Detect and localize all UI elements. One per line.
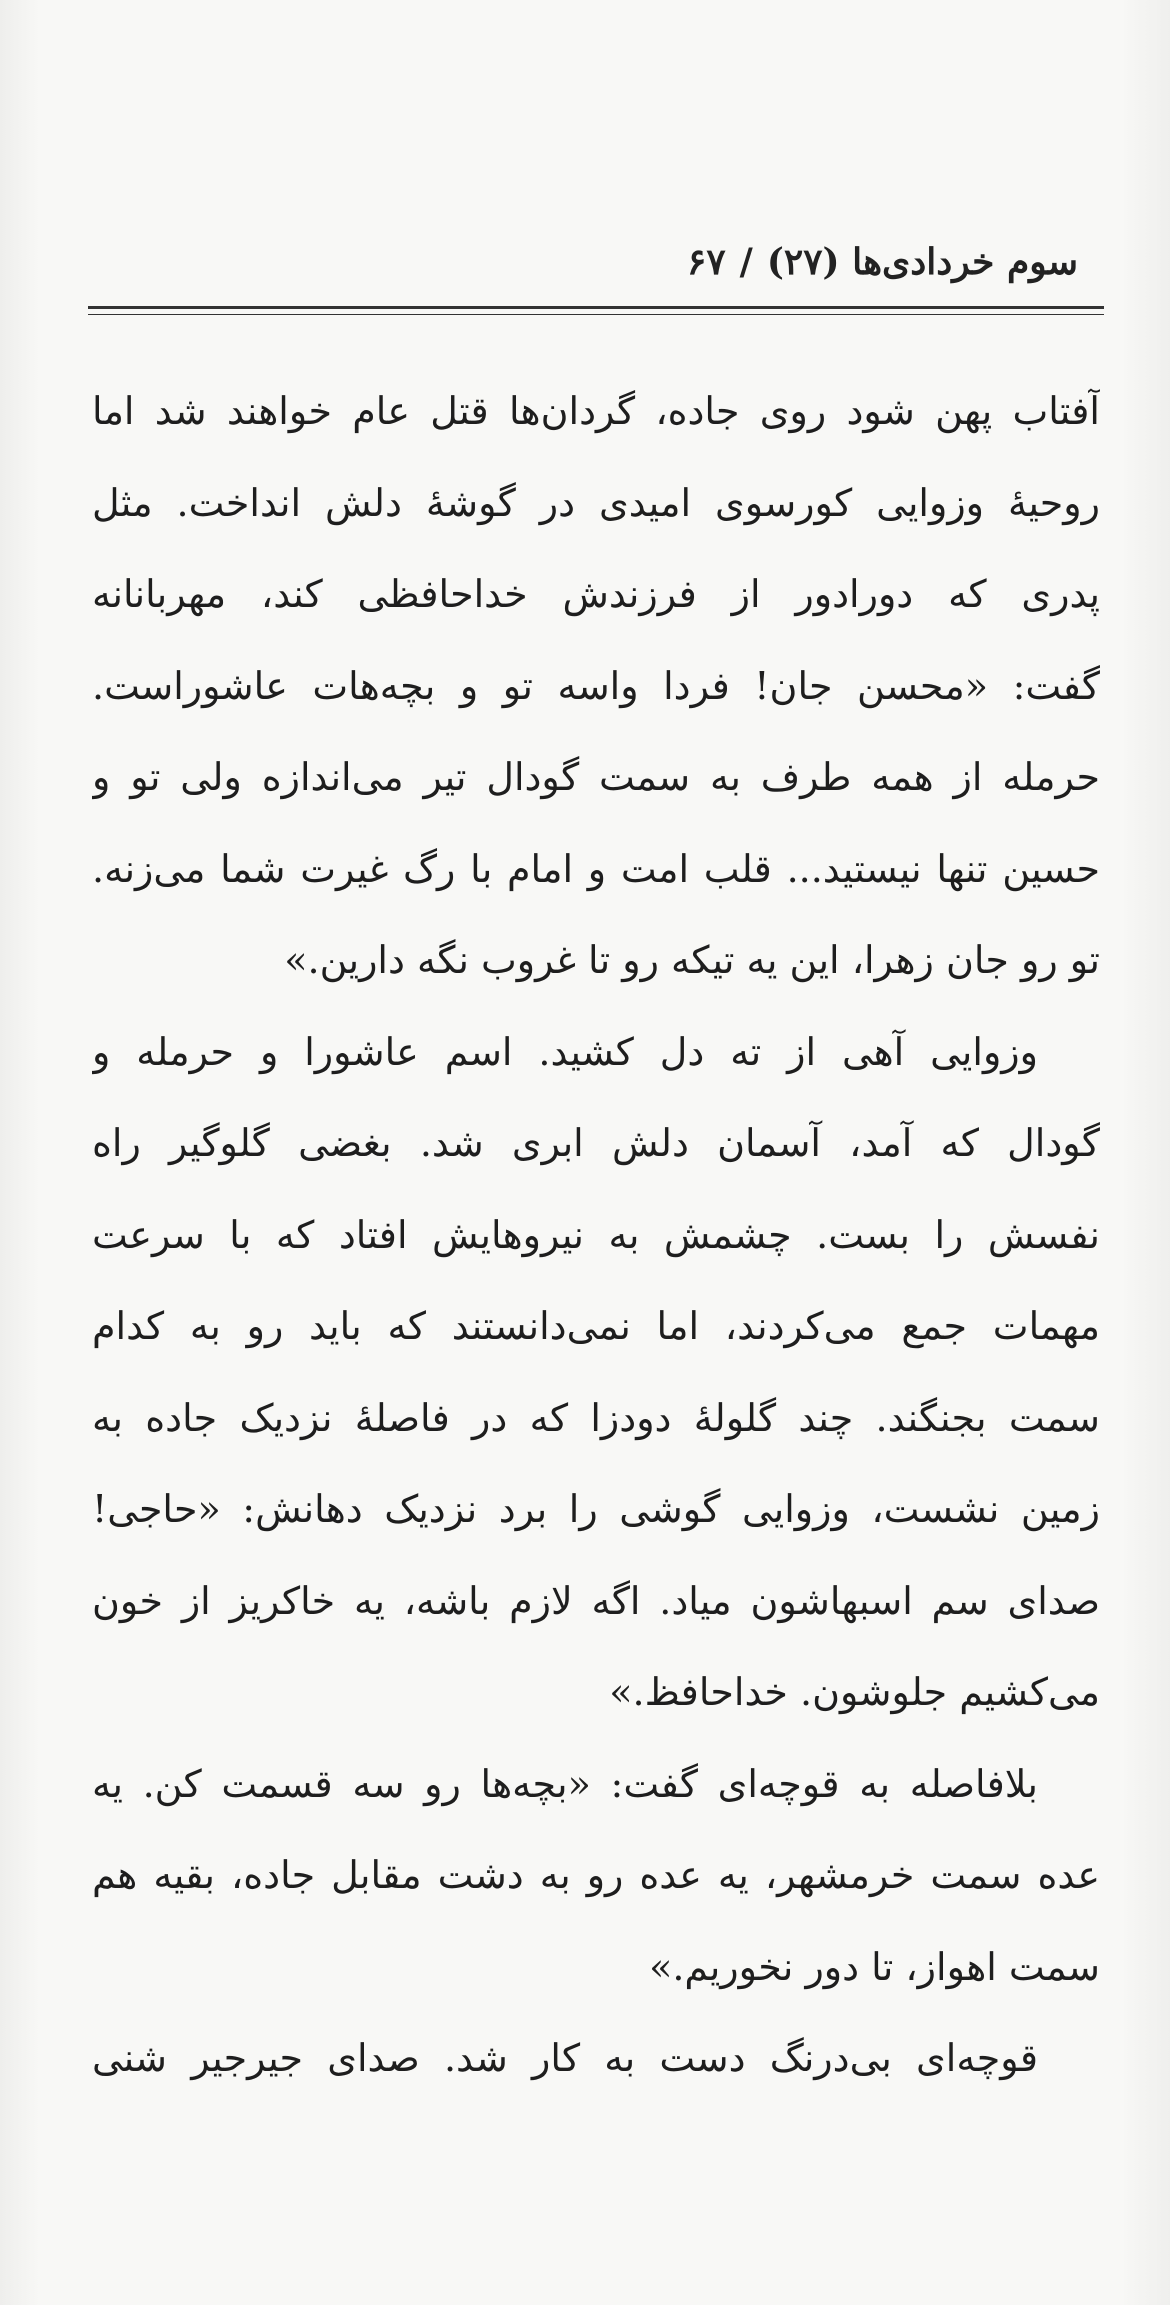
text-line: سمت بجنگند. چند گلولهٔ دودزا که در فاصلهٔ نزدیک جاده به [92, 1395, 1100, 1440]
text-line: تو رو جان زهرا، این یه تیکه رو تا غروب نگه دارین.» [284, 938, 1100, 982]
text-line: آفتاب پهن شود روی جاده، گردان‌ها قتل عام خواهند شد اما [92, 389, 1100, 433]
text-line: گفت: «محسن جان! فردا واسه تو و بچه‌هات عاشوراست. [92, 663, 1100, 708]
body-text [92, 366, 1100, 2105]
text-line: حسین تنها نیستید... قلب امت و امام با رگ غیرت شما می‌زنه. [92, 846, 1100, 891]
text-line: زمین نشست، وزوایی گوشی را برد نزدیک دهانش: «حاجی! [92, 1487, 1100, 1531]
page-number: ۶۷ [686, 241, 726, 283]
chapter-title: سوم خردادی‌ها (۲۷) [766, 241, 1078, 283]
header-rule-thin [88, 314, 1104, 315]
text-line: گودال که آمد، آسمان دلش ابری شد. بغضی گلوگیر راه [92, 1121, 1100, 1165]
running-head [92, 232, 1078, 292]
text-line: بلافاصله به قوچه‌ای گفت: «بچه‌ها رو سه قسمت کن. یه [92, 1761, 1038, 1806]
text-line: نفسش را بست. چشمش به نیروهایش افتاد که با سرعت [92, 1212, 1100, 1257]
text-line: پدری که دورادور از فرزندش خداحافظی کند، مهربانانه [92, 572, 1100, 616]
header-rule-thick [88, 306, 1104, 309]
text-line: مهمات جمع می‌کردند، اما نمی‌دانستند که باید رو به کدام [92, 1304, 1100, 1348]
text-line: وزوایی آهی از ته دل کشید. اسم عاشورا و حرمله و [92, 1029, 1038, 1074]
text-line: صدای سم اسبهاشون میاد. اگه لازم باشه، یه خاکریز از خون [92, 1578, 1100, 1623]
text-line: می‌کشیم جلوشون. خداحافظ.» [609, 1670, 1100, 1714]
text-line: سمت اهواز، تا دور نخوریم.» [649, 1944, 1100, 1989]
text-line: حرمله از همه طرف به سمت گودال تیر می‌اندازه ولی تو و [92, 755, 1100, 799]
text-line: قوچه‌ای بی‌درنگ دست به کار شد. صدای جیرجیر شنی [92, 2036, 1038, 2080]
text-line: روحیهٔ وزوایی کورسوی امیدی در گوشهٔ دلش انداخت. مثل [92, 480, 1100, 525]
text-line: عده سمت خرمشهر، یه عده رو به دشت مقابل جاده، بقیه هم [92, 1853, 1100, 1897]
header-separator: / [739, 241, 753, 283]
